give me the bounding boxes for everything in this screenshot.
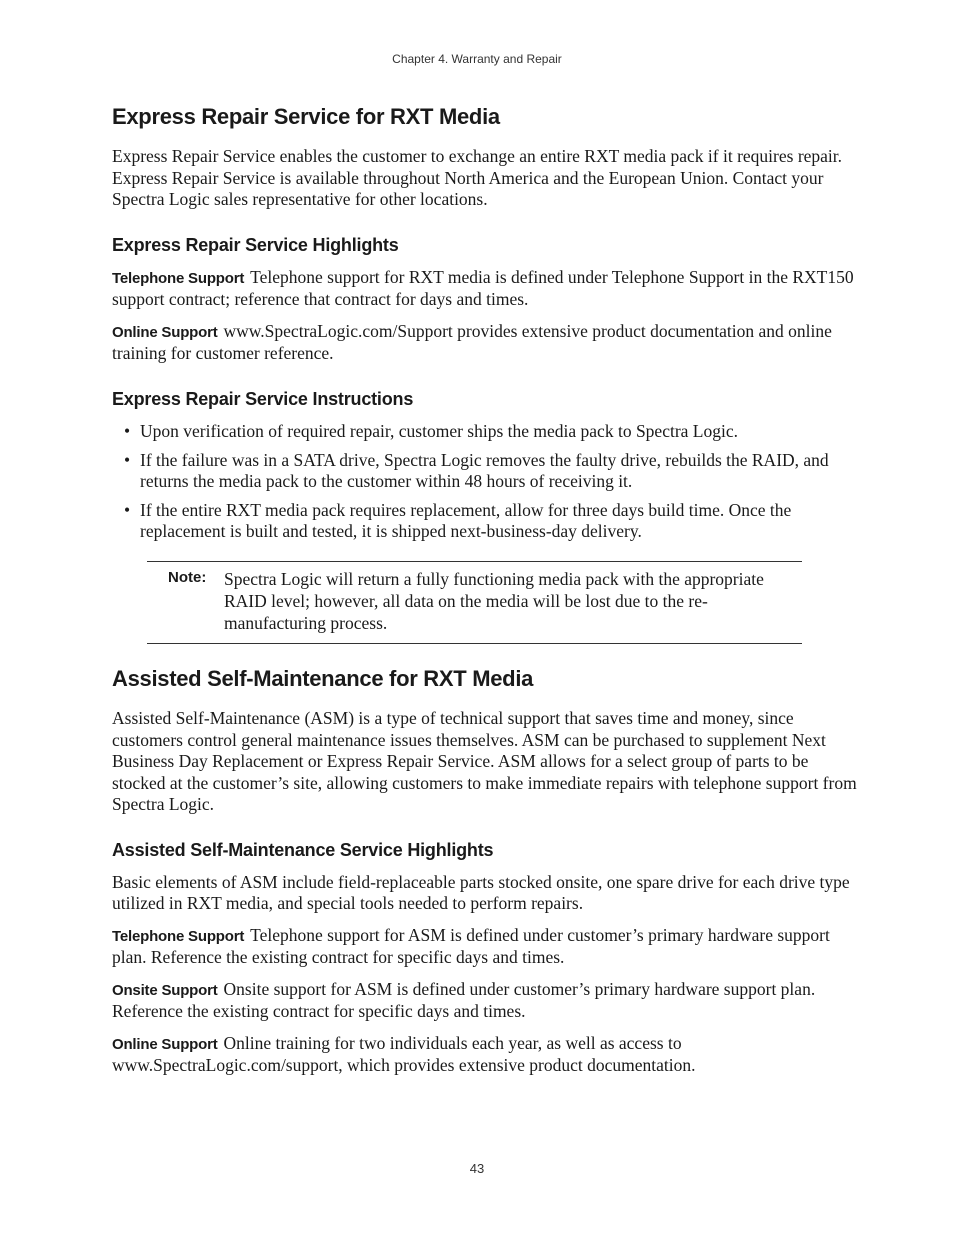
list-item (112, 421, 860, 442)
express-repair-intro: Express Repair Service enables the customer to exchange an entire RXT media pack if it requires repair. Express Repair Service is available throughout North America and the European Union. Contact your Spectra Logic sales representative for other locations. (112, 146, 843, 209)
bullet-icon: • (124, 500, 131, 520)
run-in-label: Telephone Support (112, 927, 245, 945)
section-title-express-repair: Express Repair Service for RXT Media (112, 104, 500, 129)
run-in-label: Telephone Support (112, 269, 245, 287)
asm-intro: Assisted Self-Maintenance (ASM) is a type of technical support that saves time and money, since customers control general maintenance issues themselves. ASM can be purchased to supplement Next Business Day Replacement or Express Repair Service. ASM allows for a select group of parts to be stocked at the customer’s site, allowing customers to make immediate repairs with telephone support from Spectra Logic. (112, 708, 857, 814)
bullet-icon: • (124, 420, 131, 441)
section-title-asm: Assisted Self-Maintenance for RXT Media (112, 666, 534, 691)
running-head: Chapter 4. Warranty and Repair (392, 52, 562, 66)
run-in-label: Online Support (112, 1035, 218, 1053)
note-label: Note: (168, 569, 207, 586)
subsection-title-express-highlights: Express Repair Service Highlights (112, 234, 399, 255)
list-item-text: Upon verification of required repair, customer ships the media pack to Spectra Logic. (140, 420, 738, 441)
bullet-icon: • (124, 450, 131, 470)
list-item-text: If the failure was in a SATA drive, Spectra Logic removes the faulty drive, rebuilds the RAID, and returns the media pack to the customer within 48 hours of receiving it. (140, 450, 829, 491)
run-in-text: Telephone support for ASM is defined under customer’s primary hardware support plan. Reference the existing contract for specific days and times. (112, 924, 830, 967)
instructions-list (112, 421, 860, 542)
asm-highlight-online (112, 1033, 860, 1077)
asm-highlight-onsite (112, 979, 860, 1023)
run-in-label: Online Support (112, 323, 218, 341)
run-in-text: Telephone support for RXT media is defined under Telephone Support in the RXT150 support contract; reference that contract for days and times. (112, 266, 854, 309)
list-item (112, 450, 860, 491)
asm-highlights-intro: Basic elements of ASM include field-replaceable parts stocked onsite, one spare drive for each drive type utilized in RXT media, and special tools needed to perform repairs. (112, 871, 850, 913)
note-box (147, 561, 802, 644)
run-in-label: Onsite Support (112, 981, 218, 999)
asm-highlight-telephone (112, 925, 860, 969)
subsection-title-asm-highlights: Assisted Self-Maintenance Service Highlights (112, 839, 494, 860)
list-item (112, 500, 860, 541)
page-content (112, 104, 860, 1087)
run-in-text: Onsite support for ASM is defined under customer’s primary hardware support plan. Reference the existing contract for specific days and times. (112, 978, 816, 1021)
run-in-text: Online training for two individuals each year, as well as access to www.SpectraLogic.com/support, which provides extensive product documentation. (112, 1032, 696, 1075)
run-in-text: www.SpectraLogic.com/Support provides extensive product documentation and online training for customer reference. (112, 320, 832, 363)
page-number: 43 (469, 1161, 485, 1176)
note-text: Spectra Logic will return a fully functioning media pack with the appropriate RAID level; however, all data on the media will be lost due to the re-manufacturing process. (224, 569, 764, 633)
subsection-title-express-instructions: Express Repair Service Instructions (112, 388, 414, 409)
list-item-text: If the entire RXT media pack requires replacement, allow for three days build time. Once the replacement is built and tested, it is shipped next-business-day delivery. (140, 500, 792, 541)
express-highlight-telephone (112, 267, 860, 311)
express-highlight-online (112, 321, 860, 365)
